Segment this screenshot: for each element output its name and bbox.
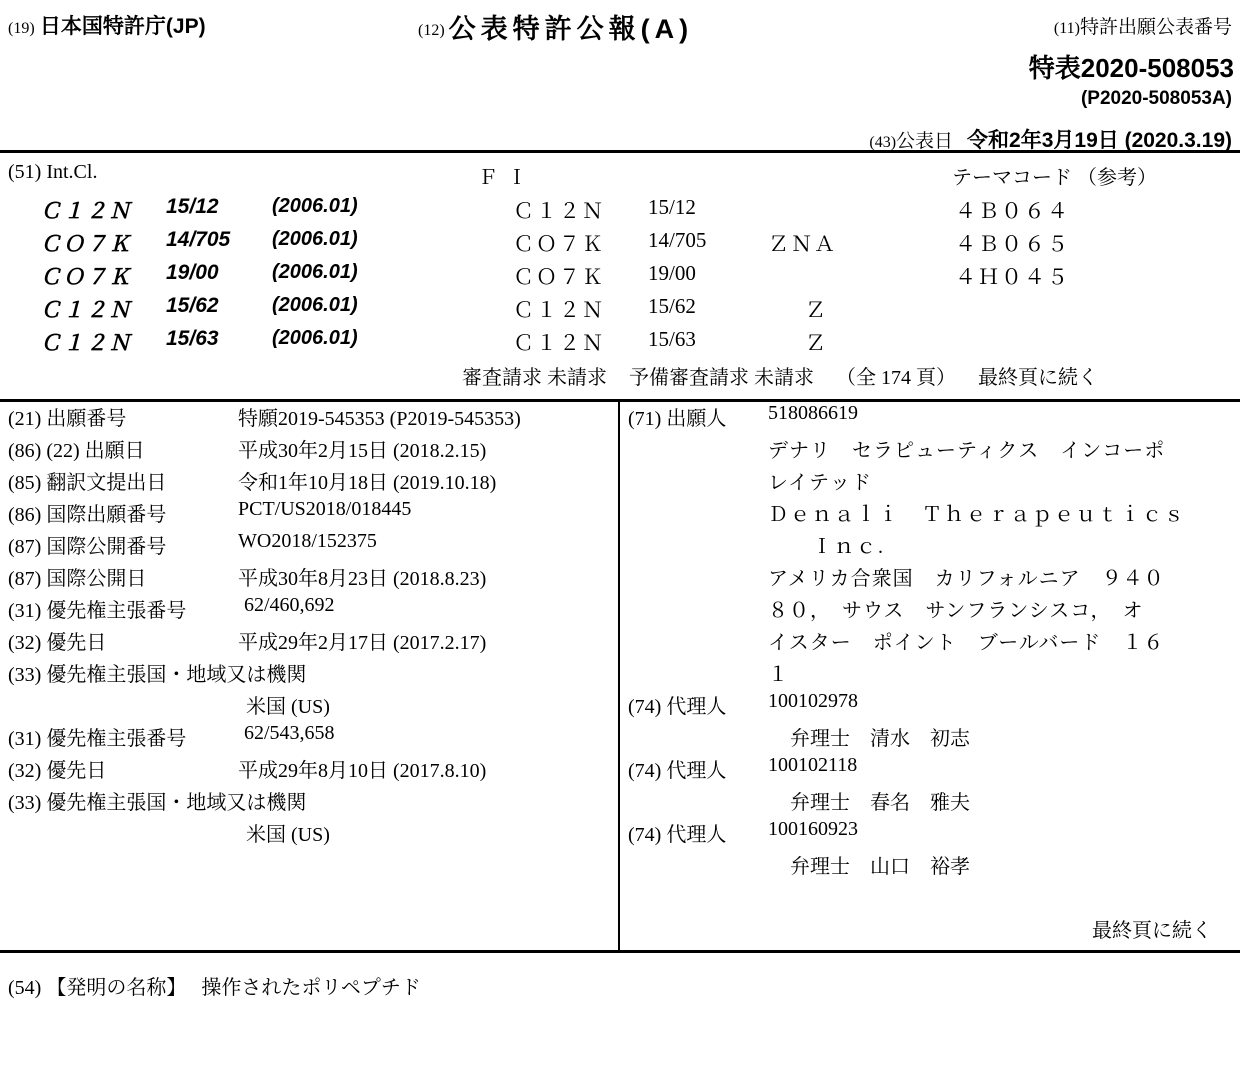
pubdate-value: 令和2年3月19日 (2020.3.19) xyxy=(967,129,1232,152)
fi-subclass: 15/62 xyxy=(648,294,696,318)
field-value: イスター ポイント ブールバード １６ xyxy=(768,632,1165,654)
classification-rows xyxy=(0,195,1240,360)
ipc-subclass: 19/00 xyxy=(166,261,219,284)
fi-subclass: 15/63 xyxy=(648,327,696,351)
field-value: 米国 (US) xyxy=(246,824,330,846)
ipc-version: (2006.01) xyxy=(272,195,358,217)
field-label: (86) (22) 出願日 xyxy=(8,440,145,462)
field-value: レイテッド xyxy=(768,472,872,494)
ipc-version: (2006.01) xyxy=(272,228,358,250)
bib-row xyxy=(0,594,618,626)
applicant-agent-column xyxy=(620,402,1240,950)
fi-extra: ＺＮＡ xyxy=(768,232,837,256)
field-value: Ｄｅｎａｌｉ Ｔｈｅｒａｐｅｕｔｉｃｓ xyxy=(768,504,1186,526)
field-label: (74) 代理人 xyxy=(628,696,727,718)
document-header xyxy=(0,0,1240,150)
fi-extra: Ｚ xyxy=(805,298,828,322)
bib-row xyxy=(620,818,1240,850)
ipc-class: Ｃ１２Ｎ xyxy=(40,299,132,322)
field-value: WO2018/152375 xyxy=(238,530,377,552)
field-label: (74) 代理人 xyxy=(628,824,727,846)
field-value: 518086619 xyxy=(768,402,858,424)
bib-row xyxy=(0,722,618,754)
field-label: (32) 優先日 xyxy=(8,632,107,654)
invention-title-section xyxy=(0,953,1240,1023)
bib-row xyxy=(620,658,1240,690)
total-pages: （全 174 頁） xyxy=(836,367,956,389)
title-text: 操作されたポリペプチド xyxy=(201,977,421,999)
examination-request: 審査請求 未請求 xyxy=(462,367,607,389)
bib-row xyxy=(620,690,1240,722)
ipc-subclass: 15/12 xyxy=(166,195,219,218)
field-value: 米国 (US) xyxy=(246,696,330,718)
fi-extra: Ｚ xyxy=(805,331,828,355)
kind-code: (12) xyxy=(418,22,445,39)
preliminary-examination-request: 予備審査請求 未請求 xyxy=(629,367,814,389)
ipc-subclass: 15/62 xyxy=(166,294,219,317)
title-code: (54) xyxy=(8,977,42,999)
publication-date xyxy=(869,124,1232,154)
ipc-class: ＣＯ７Ｋ xyxy=(40,233,132,256)
bib-row xyxy=(620,786,1240,818)
classification-row xyxy=(0,294,1240,327)
field-value: 平成30年2月15日 (2018.2.15) xyxy=(238,440,487,462)
fi-subclass: 15/12 xyxy=(648,195,696,219)
document-kind xyxy=(418,7,693,46)
bibliographic-section xyxy=(0,402,1240,950)
field-value: 平成30年8月23日 (2018.8.23) xyxy=(238,568,487,590)
pubnum-label-text: 特許出願公表番号 xyxy=(1079,17,1232,38)
field-value: 平成29年2月17日 (2017.2.17) xyxy=(238,632,487,654)
pubnum-code: (11) xyxy=(1053,20,1080,37)
fi-subclass: 14/705 xyxy=(648,228,707,252)
bib-row xyxy=(0,434,618,466)
field-value: 弁理士 春名 雅夫 xyxy=(790,792,970,814)
bib-row xyxy=(620,722,1240,754)
fi-subclass: 19/00 xyxy=(648,261,696,285)
field-label: (31) 優先権主張番号 xyxy=(8,600,187,622)
field-value: 特願2019-545353 (P2019-545353) xyxy=(238,408,521,430)
fi-class: ＣＯ７Ｋ xyxy=(513,232,605,256)
pubdate-label: 公表日 xyxy=(896,131,954,152)
ipc-subclass: 15/63 xyxy=(166,327,219,350)
ipc-heading xyxy=(8,161,97,184)
field-value: 弁理士 山口 裕孝 xyxy=(790,856,970,878)
field-value: 62/543,658 xyxy=(244,722,335,744)
bib-row xyxy=(620,850,1240,882)
bib-row xyxy=(0,562,618,594)
field-value: 100102978 xyxy=(768,690,858,712)
publication-number: 特表2020-508053 xyxy=(1028,53,1234,83)
field-value: 100102118 xyxy=(768,754,858,776)
bib-row xyxy=(0,530,618,562)
continued-note: 最終頁に続く xyxy=(978,367,1098,389)
ipc-class: ＣＯ７Ｋ xyxy=(40,266,132,289)
bib-row xyxy=(620,434,1240,466)
invention-title xyxy=(8,971,421,1000)
issuing-office xyxy=(8,10,206,40)
classification-row xyxy=(0,228,1240,261)
fi-class: Ｃ１２Ｎ xyxy=(513,199,605,223)
application-data-column xyxy=(0,402,618,950)
bib-row xyxy=(0,626,618,658)
ipc-subclass: 14/705 xyxy=(166,228,231,251)
bib-row xyxy=(0,690,618,722)
field-value: Ｉｎｃ. xyxy=(790,536,885,558)
field-label: (85) 翻訳文提出日 xyxy=(8,472,167,494)
title-label: 【発明の名称】 xyxy=(46,977,187,999)
field-label: (71) 出願人 xyxy=(628,408,727,430)
field-value: デナリ セラピューティクス インコーポ xyxy=(768,440,1166,462)
field-label: (21) 出願番号 xyxy=(8,408,127,430)
classification-section xyxy=(0,153,1240,399)
publication-number-label xyxy=(1054,12,1232,39)
bib-row xyxy=(0,402,618,434)
ipc-version: (2006.01) xyxy=(272,327,358,349)
bib-row xyxy=(620,626,1240,658)
ipc-version: (2006.01) xyxy=(272,261,358,283)
ipc-version: (2006.01) xyxy=(272,294,358,316)
examination-status xyxy=(462,361,1098,390)
ipc-class: Ｃ１２Ｎ xyxy=(40,332,132,355)
fi-class: ＣＯ７Ｋ xyxy=(513,265,605,289)
field-label: (32) 優先日 xyxy=(8,760,107,782)
office-code: (19) xyxy=(8,20,35,37)
field-label: (87) 国際公開日 xyxy=(8,568,147,590)
classification-row xyxy=(0,327,1240,360)
bib-row xyxy=(620,466,1240,498)
theme-code-heading: テーマコード （参考） xyxy=(952,167,1157,189)
bib-row xyxy=(620,402,1240,434)
theme-code: ４Ｈ０４５ xyxy=(955,265,1070,289)
bib-row xyxy=(620,754,1240,786)
bib-row xyxy=(0,498,618,530)
field-value: 62/460,692 xyxy=(244,594,335,616)
theme-code: ４Ｂ０６４ xyxy=(955,199,1070,223)
field-label: (33) 優先権主張国・地域又は機関 xyxy=(8,664,307,686)
theme-code: ４Ｂ０６５ xyxy=(955,232,1070,256)
publication-number-alt: (P2020-508053A) xyxy=(1080,88,1232,109)
bib-row xyxy=(0,786,618,818)
fi-class: Ｃ１２Ｎ xyxy=(513,298,605,322)
field-value: １ xyxy=(768,664,789,686)
classification-row xyxy=(0,261,1240,294)
classification-row xyxy=(0,195,1240,228)
continued-note-right: 最終頁に続く xyxy=(1092,920,1212,942)
field-label: (86) 国際出願番号 xyxy=(8,504,167,526)
field-label: (33) 優先権主張国・地域又は機関 xyxy=(8,792,307,814)
field-value: 弁理士 清水 初志 xyxy=(790,728,970,750)
field-value: 100160923 xyxy=(768,818,858,840)
field-label: (31) 優先権主張番号 xyxy=(8,728,187,750)
fi-heading: Ｆ Ｉ xyxy=(478,167,529,189)
field-label: (87) 国際公開番号 xyxy=(8,536,167,558)
bib-row xyxy=(0,658,618,690)
field-label: (74) 代理人 xyxy=(628,760,727,782)
bib-row xyxy=(0,818,618,850)
field-value: ８０， サウス サンフランシスコ， オ xyxy=(768,600,1144,622)
fi-class: Ｃ１２Ｎ xyxy=(513,331,605,355)
field-value: 平成29年8月10日 (2017.8.10) xyxy=(238,760,487,782)
bib-row xyxy=(0,754,618,786)
bib-row xyxy=(620,530,1240,562)
ipc-class: Ｃ１２Ｎ xyxy=(40,200,132,223)
field-value: PCT/US2018/018445 xyxy=(238,498,412,520)
bib-row xyxy=(620,562,1240,594)
field-value: 令和1年10月18日 (2019.10.18) xyxy=(238,472,497,494)
office-name: 日本国特許庁(JP) xyxy=(39,15,206,38)
ipc-code: (51) xyxy=(8,161,42,183)
bib-row xyxy=(620,594,1240,626)
bib-row xyxy=(620,498,1240,530)
ipc-label: Int.Cl. xyxy=(46,161,98,183)
bib-row xyxy=(0,466,618,498)
field-value: アメリカ合衆国 カリフォルニア ９４０ xyxy=(768,568,1165,590)
kind-name: 公表特許公報(A) xyxy=(448,14,694,44)
pubdate-code: (43) xyxy=(869,134,897,151)
